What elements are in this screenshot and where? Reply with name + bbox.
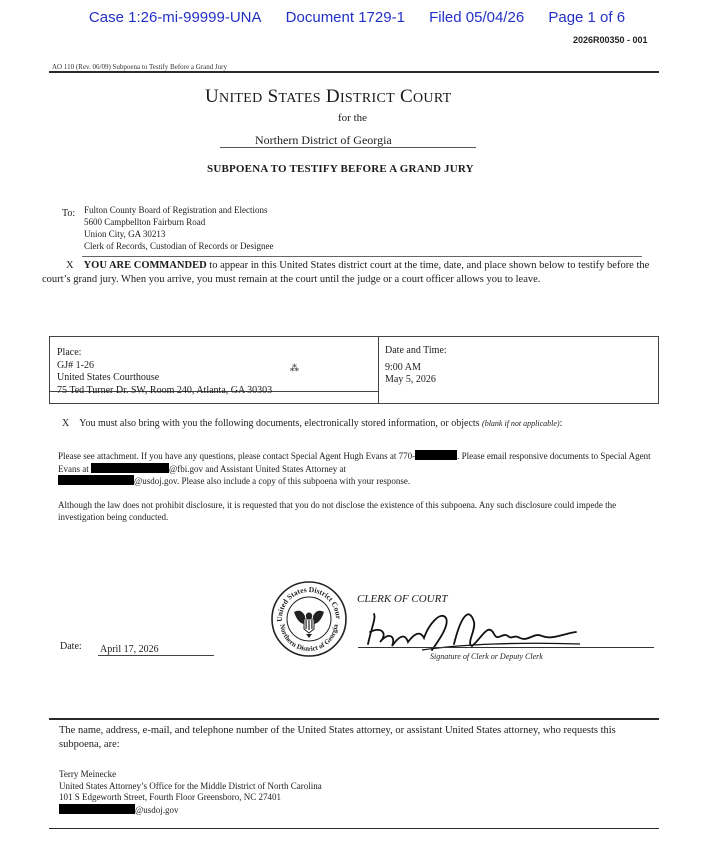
court-seal [270,580,348,658]
form-number: AO 110 (Rev. 06/09) Subpoena to Testify Before a Grand Jury [52,63,227,71]
recipient-address [84,204,273,252]
header-rule [49,71,659,73]
ecf-filing-header [0,9,714,26]
attorney-office: United States Attorney’s Office for the Middle District of North Carolina [59,780,322,791]
attorney-section-rule [49,718,659,720]
place-line: 75 Ted Turner Dr. SW, Room 240, Atlanta, GA 30303 [57,384,273,396]
redaction-box [59,804,135,814]
bring-documents-paragraph: X You must also bring with you the following documents, electronically stored information, or objects (blank if not applicable): [62,418,563,429]
signature-caption: Signature of Clerk or Deputy Clerk [430,652,543,661]
command-paragraph [42,259,662,287]
recipient-line: Fulton County Board of Registration and Elections [84,205,268,215]
bottom-rule [49,828,659,829]
command-checkmark: X [66,260,74,271]
clerk-of-court-label: CLERK OF COURT [357,593,448,605]
appearance-time: 9:00 AM [385,361,421,373]
place-line: United States Courthouse [57,372,160,383]
bring-checkmark: X [62,418,70,429]
place-cell [57,347,272,397]
attorney-intro: The name, address, e-mail, and telephone number of the United States attorney, or assistant United States attorney, who requests this subpoena, are: [59,725,616,750]
appearance-date: May 5, 2026 [385,374,436,385]
seal-bottom-text: Northern District of Georgia [278,623,340,654]
page-indicator: Page 1 of 6 [548,9,626,26]
blank-note: (blank if not applicable) [482,419,560,428]
command-heading: YOU ARE COMMANDED [83,260,207,271]
court-name: UNITED STATES DISTRICT COURT [205,86,452,107]
attorney-block [59,769,322,816]
recipient-line: Clerk of Records, Custodian of Records or Designee [84,241,274,251]
place-datetime-box [49,336,659,404]
subpoena-title: SUBPOENA TO TESTIFY BEFORE A GRAND JURY [207,163,474,175]
issue-date: April 17, 2026 [100,644,159,655]
nondisclosure-paragraph: Although the law does not prohibit disclosure, it is requested that you do not disclose the existence of this subpoena. Any such disclosure could impede the investigation being conducted. [58,500,617,522]
bates-stamp: 2026R00350 - 001 [573,35,648,45]
redaction-box [91,463,169,473]
recipient-line: 5600 Campbellton Fairburn Road [84,217,206,227]
attorney-address: 101 S Edgeworth Street, Fourth Floor Greensboro, NC 27401 [59,792,281,802]
datetime-label: Date and Time: [385,345,447,356]
recipient-line: Union City, GA 30213 [84,229,166,239]
recipient-underline [82,256,642,257]
attorney-email: @usdoj.gov [59,804,322,817]
date-underline [98,655,214,656]
district-name: Northern District of Georgia [255,133,392,147]
case-number: Case 1:26-mi-99999-UNA [88,9,262,26]
redaction-box [58,475,134,485]
for-the-label: for the [338,112,368,124]
pen-mark-icon: ⁂ [290,363,299,373]
date-label: Date: [60,641,82,652]
place-line: GJ# 1-26 [57,359,94,371]
instructions-paragraph: Please see attachment. If you have any questions, please contact Special Agent Hugh Evans at 770- . Please email responsive documents to Special Agent Evans at @fbi.gov and Assistant United States Attorney at @usdoj.gov. Please also include a copy of this subpoena with your response. [58,451,651,486]
filed-date: Filed 05/04/26 [429,9,525,26]
signature-line [358,647,654,648]
seal-top-text: United States District Cour [274,584,344,622]
document-number: Document 1729-1 [285,9,405,26]
to-label: To: [62,208,76,219]
box-divider [378,337,379,403]
place-label: Place: [57,347,82,358]
clerk-signature [362,604,592,656]
command-text: to appear in this United States district court at the time, date, and place shown below to testify before the court’s grand jury. When you arrive, you must remain at the court until the judge or a court officer allows you to leave. [42,260,650,285]
redaction-box [415,450,457,460]
datetime-cell [385,345,447,387]
attorney-name: Terry Meinecke [59,769,117,779]
